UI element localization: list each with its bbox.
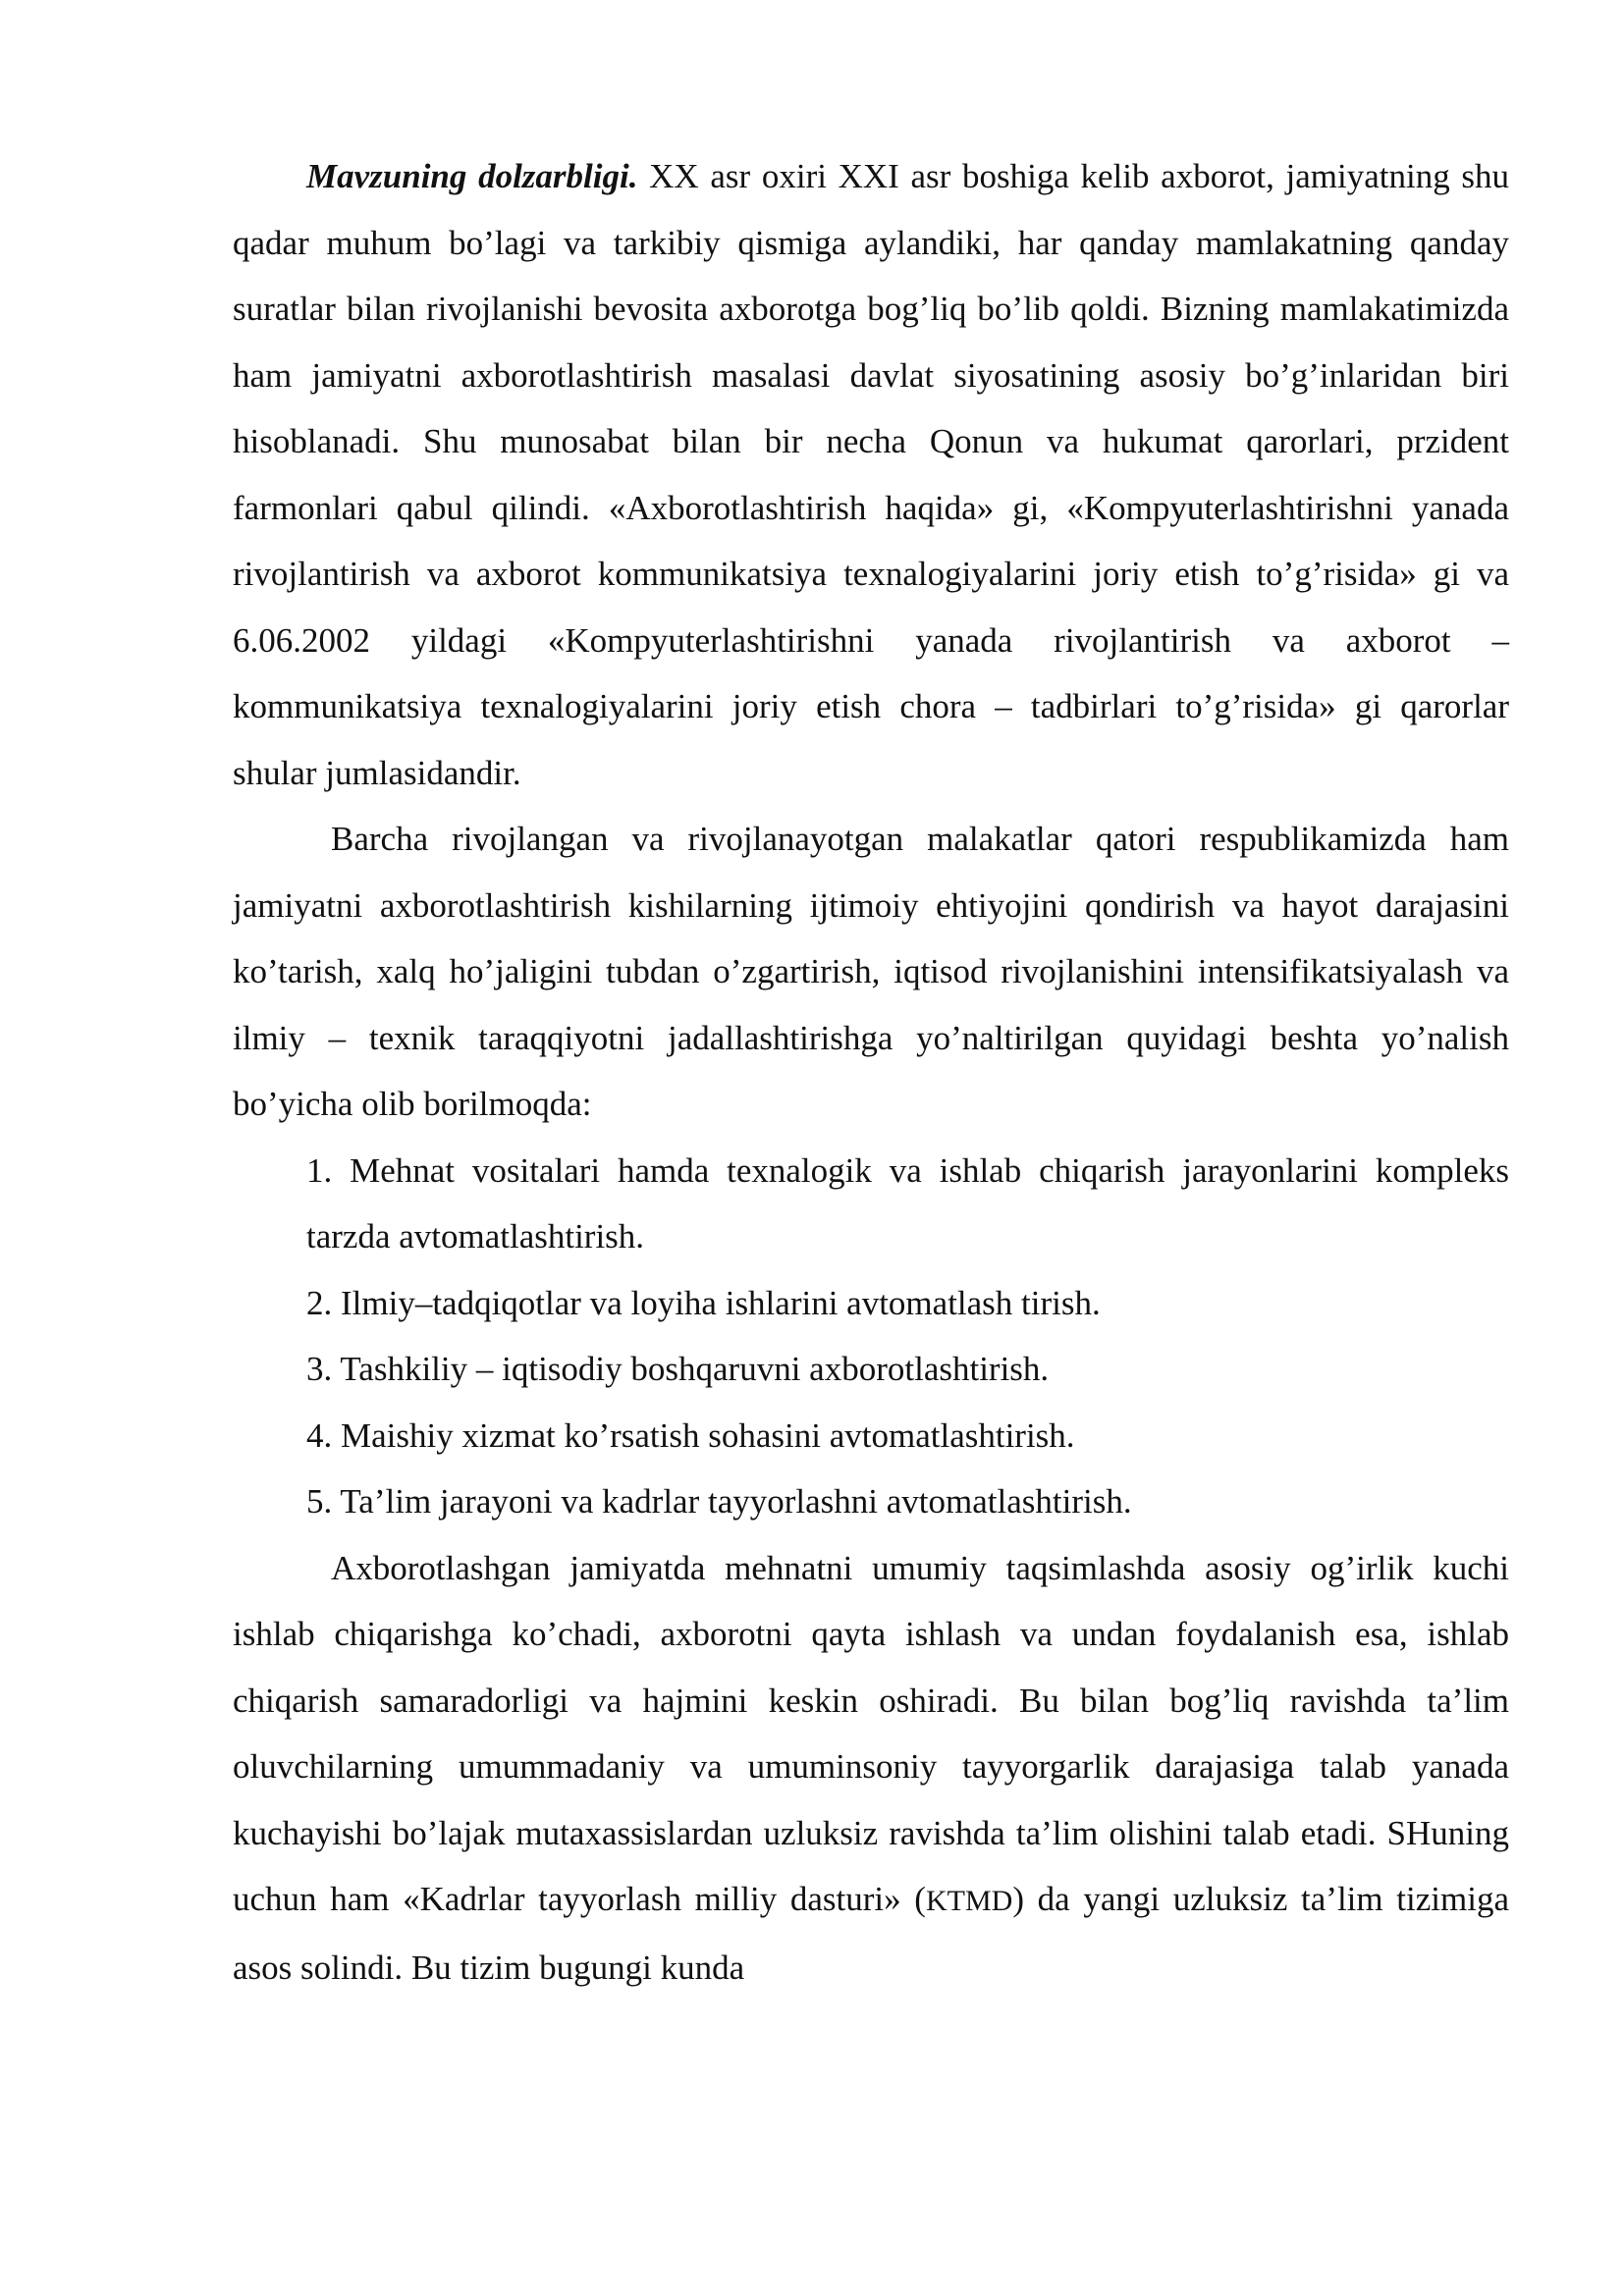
abbreviation-ktmd: KTMD [925, 1885, 1013, 1917]
document-page [233, 143, 1509, 2001]
paragraph-text-part: Axborotlashgan jamiyatda mehnatni umumiy taqsimlashda asosiy og’irlik kuchi ishlab chiqarishga ko’chadi, axborotni qayta ishlash va undan foydalanish esa, ishlab chiqarish samaradorligi va hajmini keskin oshiradi. Bu bilan bog’liq ravishda ta’lim oluvchilarning umummadaniy va umuminsoniy tayyorgarlik darajasiga talab yanada kuchayishi bo’lajak mutaxassislardan uzluksiz ravishda ta’lim olishini talab etadi. SHuning uchun ham «Kadrlar tayyorlash milliy dasturi» ( [233, 1548, 1509, 1918]
list-item: 2. Ilmiy–tadqiqotlar va loyiha ishlarini avtomatlash tirish. [306, 1283, 1101, 1322]
list-item: 5. Ta’lim jarayoni va kadrlar tayyorlashni avtomatlashtirish. [306, 1482, 1132, 1521]
paragraph-relevance [233, 143, 1509, 806]
directions-list [233, 1138, 1509, 1535]
paragraph-relevance-text: XX asr oxiri XXI asr boshiga kelib axborot, jamiyatning shu qadar muhum bo’lagi va tarkibiy qismiga aylandiki, har qanday mamlakatning qanday suratlar bilan rivojlanishi bevosita axborotga bog’liq bo’lib qoldi. Bizning mamlakatimizda ham jamiyatni axborotlashtirish masalasi davlat siyosatining asosiy bo’g’inlaridan biri hisoblanadi. Shu munosabat bilan bir necha Qonun va hukumat qarorlari, przident farmonlari qabul qilindi. «Axborotlashtirish haqida» gi, «Kompyuterlashtirishni yanada rivojlantirish va axborot kommunikatsiya texnalogiyalarini joriy etish to’g’risida» gi va 6.06.2002 yildagi «Kompyuterlashtirishni yanada rivojlantirish va axborot – kommunikatsiya texnalogiyalarini joriy etish chora – tadbirlari to’g’risida» gi qarorlar shular jumlasidandir. [233, 157, 1509, 792]
list-item: 4. Maishiy xizmat ko’rsatish sohasini avtomatlashtirish. [306, 1415, 1075, 1455]
paragraph-lead-heading: Mavzuning dolzarbligi. [306, 157, 638, 195]
paragraph-directions-intro: Barcha rivojlangan va rivojlanayotgan malakatlar qatori respublikamizda ham jamiyatni axborotlashtirish kishilarning ijtimoiy ehtiyojini qondirish va hayot darajasini ko’tarish, xalq ho’jaligini tubdan o’zgartirish, iqtisod rivojlanishini intensifikatsiyalash va ilmiy – texnik taraqqiyotni jadallashtirishga yo’naltirilgan quyidagi beshta yo’nalish bo’yicha olib borilmoqda: [233, 820, 1509, 1123]
paragraph-text-part: ) da yangi uzluksiz ta’lim tizimiga asos solindi. Bu tizim bugungi kunda [233, 1880, 1509, 1987]
list-item: 1. Mehnat vositalari hamda texnalogik va ishlab chiqarish jarayonlarini kompleks tarzda avtomatlashtirish. [306, 1150, 1509, 1255]
list-item: 3. Tashkiliy – iqtisodiy boshqaruvni axborotlashtirish. [306, 1350, 1050, 1388]
paragraph-informatized-society [233, 1535, 1509, 2002]
